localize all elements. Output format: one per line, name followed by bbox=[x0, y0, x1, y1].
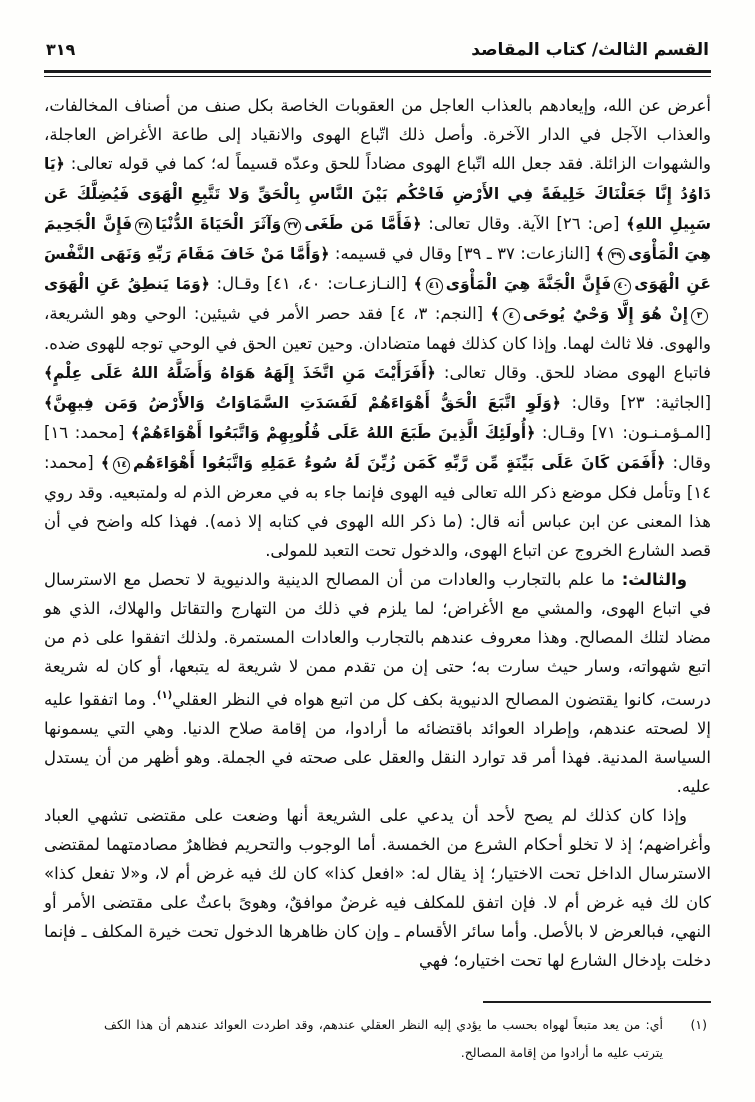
quran-quote: ﴿أَفَمَن كَانَ عَلَى بَيِّنَةٍ مِّن رَّبِّهِ كَمَن زُيِّنَ لَهُ سُوءُ عَمَلِهِ وَاتَّبَعُوا أَهْوَاءَهُم bbox=[132, 454, 666, 472]
paragraph bbox=[44, 91, 711, 565]
aya-marker: ٤٠ bbox=[614, 278, 631, 295]
text-run: [ص: ٢٦] الآية. وقال تعالى: bbox=[421, 214, 627, 233]
footnote-text: أي: من يعد متبعاً لهواه بحسب ما يؤدي إليه النظر العقلي عندهم، وقد اطردت العوائد عندهم أن هذا الكف يترتب عليه ما أرادوا من إقامة المصالح. bbox=[104, 1017, 663, 1060]
paragraph bbox=[44, 801, 711, 975]
quran-quote: فَإِنَّ الْجَنَّةَ هِيَ الْمَأْوَى bbox=[445, 275, 612, 293]
text-run: ما علم بالتجارب والعادات من أن المصالح الدينية والدنيوية لا تحصل مع الاسترسال في اتباع الهوى، والمشي مع الأغراض؛ لما يلزم في ذلك من التهارج والتقاتل والهلاك، الذي هو مضاد لتلك المصالح. وهذا معروف عندهم بالتجارب والعادات المستمرة. ولذلك اتفقوا على ذم من اتبع شهواته، وسار حيث سارت به؛ حتى إن من تقدم ممن لا شريعة له يتبعها، أو كان له شريعة درست، كانوا يقتضون المصالح الدنيوية بكف كل من اتبع هواه في النظر العقلي bbox=[44, 570, 711, 709]
quran-quote: ﴾ bbox=[595, 245, 605, 263]
quran-quote: ﴿أُولَئِكَ الَّذِينَ طَبَعَ اللهُ عَلَى قُلُوبِهِمْ وَاتَّبَعُوا أَهْوَاءَهُمْ﴾ bbox=[130, 424, 536, 442]
aya-marker: ١٤ bbox=[113, 457, 130, 474]
text-run: . وما اتفقوا عليه إلا لصحته عندهم، وإطراد العوائد باقتضائه ما أرادوا، من إقامة صلاح الدنيا. وهي التي يسمونها السياسة المدنية. فهذا أمر قد توارد النقل والعقل على صحته في الجملة. وهو أظهر من أن يستدل عليه. bbox=[44, 690, 711, 796]
footnote-marker: (١) bbox=[690, 1017, 707, 1032]
aya-marker: ٣ bbox=[691, 308, 708, 325]
aya-marker: ٤١ bbox=[426, 278, 443, 295]
quran-quote: ﴿وَأَمَّا مَنْ خَافَ مَقَامَ رَبِّهِ وَنَهَى النَّفْسَ عَنِ الْهَوَى bbox=[44, 245, 711, 293]
aya-marker: ٣٨ bbox=[135, 218, 152, 235]
quran-quote: ﴾ bbox=[413, 275, 423, 293]
text-run: أعرض عن الله، وإيعادهم بالعذاب العاجل من العقوبات الخاصة بكل صنف من أصناف المخالفات، والعذاب الآجل في الدار الآخرة. وأصل ذلك اتّباع الهوى والانقياد إلى طاعة الأغراض العاجلة، والشهوات الزائلة. فقد جعل الله اتّباع الهوى مضاداً للحق وعدّه قسيماً له؛ كما في قوله تعالى: bbox=[44, 96, 711, 173]
page-header bbox=[44, 40, 711, 70]
quran-quote: ﴿فَأَمَّا مَن طَغَى bbox=[304, 215, 422, 233]
quran-quote: ﴿وَمَا يَنطِقُ عَنِ الْهَوَى bbox=[44, 275, 210, 293]
quran-quote: وَآثَرَ الْحَيَاةَ الدُّنْيَا bbox=[155, 215, 282, 233]
paragraph bbox=[44, 565, 711, 801]
quran-quote: فَإِنَّ الْجَحِيمَ هِيَ الْمَأْوَى bbox=[44, 215, 712, 263]
aya-marker: ٣٧ bbox=[284, 218, 301, 235]
page-number: ٣١٩ bbox=[46, 40, 76, 59]
quran-quote: ﴾ bbox=[100, 454, 110, 472]
text-run: [الجاثية: ٢٣] وقال: bbox=[560, 393, 712, 412]
text-run: [النجم: ٣، ٤] فقد حصر الأمر في شيئين: الوحي وهو الشريعة، والهوى. فلا ثالث لهما. وإذا كان كذلك فهما متضادان. وحين تعين الحق في الوحي توجه للهوى ضده. فاتباع الهوى مضاد للحق. وقال تعالى: bbox=[44, 304, 712, 382]
text-run: [النازعات: ٣٧ ـ ٣٩] وقال في قسيمه: bbox=[329, 244, 596, 263]
quran-quote: ﴿أَفَرَأَيْتَ مَنِ اتَّخَذَ إِلَهَهُ هَوَاهُ وَأَضَلَّهُ اللهُ عَلَى عِلْمٍ﴾ bbox=[44, 364, 436, 382]
footnote-ref: (١) bbox=[156, 690, 173, 701]
text-run: [النـازعـات: ٤٠، ٤١] وقـال: bbox=[209, 274, 414, 293]
quran-quote: ﴿يَا دَاوُدُ إِنَّا جَعَلْنَاكَ خَلِيفَةً فِي الأَرْضِ فَاحْكُم بَيْنَ النَّاسِ بِالْحَقِّ وَلا تَتَّبِعِ الْهَوَى فَيُضِلَّكَ عَن سَبِيلِ اللهِ﴾ bbox=[44, 155, 711, 233]
section-title: القسم الثالث/ كتاب المقاصد bbox=[471, 40, 709, 60]
aya-marker: ٤ bbox=[503, 308, 520, 325]
text-run: وإذا كان كذلك لم يصح لأحد أن يدعي على الشريعة أنها وضعت على مقتضى تشهي العباد وأغراضهم؛ إذ لا تخلو أحكام الشرع من الخمسة. أما الوجوب والتحريم فظاهرٌ مصادمتهما لمقتضى الاسترسال الداخل تحت الاختيار؛ إذ يقال له: «افعل كذا» كان لك فيه غرض أم لا، و«لا تفعل كذا» كان لك فيه غرض أم لا. فإن اتفق للمكلف فيه غرضٌ موافقٌ، وهوىً باعثٌ على مقتضى الأمر أو النهي، فبالعرض لا بالأصل. وأما سائر الأقسام ـ وإن كان ظاهرها الدخول تحت خيرة المكلف ـ فإنما دخلت بإدخال الشارع لها تحت اختياره؛ فهي bbox=[44, 806, 711, 970]
footnote bbox=[44, 1003, 711, 1067]
body-text bbox=[44, 91, 711, 975]
header-divider bbox=[44, 70, 711, 77]
aya-marker: ٣٩ bbox=[608, 248, 625, 265]
paragraph-lead: والثالث: bbox=[621, 570, 687, 589]
quran-quote: ﴾ bbox=[490, 305, 500, 323]
text-run: [محمد: ١٤] وتأمل فكل موضع ذكر الله تعالى فيه الهوى فإنما جاء به في معرض الذم له ولمتبعيه. وقد روي هذا المعنى عن ابن عباس أنه قال: (ما ذكر الله الهوى في كتابه إلا ذمه). فهذا كله واضح في أن قصد الشارع الخروج عن اتباع الهوى، والدخول تحت التعبد للمولى. bbox=[44, 453, 711, 560]
text-run: [محمد: ١٦] وقال: bbox=[44, 423, 711, 472]
text-run: [المـؤمـنـون: ٧١] وقـال: bbox=[535, 423, 711, 442]
quran-quote: ﴿وَلَوِ اتَّبَعَ الْحَقُّ أَهْوَاءَهُمْ لَفَسَدَتِ السَّمَاوَاتُ وَالأَرْضُ وَمَن فِيهِنَّ﴾ bbox=[44, 394, 561, 412]
quran-quote: إِنْ هُوَ إِلَّا وَحْيٌ يُوحَى bbox=[522, 305, 689, 323]
